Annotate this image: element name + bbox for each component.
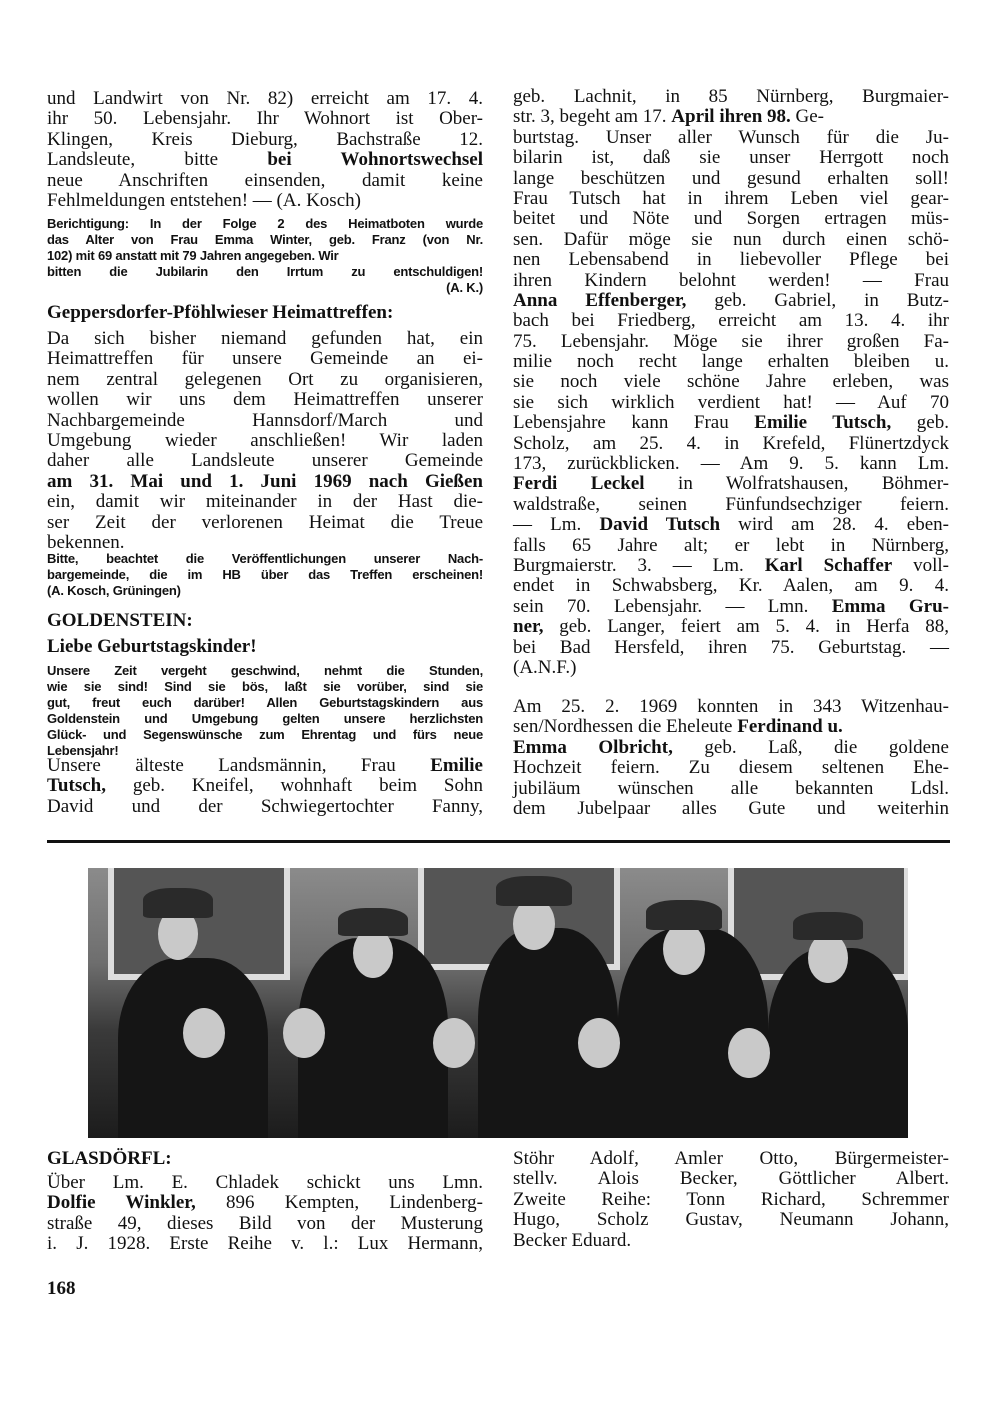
wedding-paragraph bbox=[513, 697, 949, 819]
text-line bbox=[47, 390, 483, 410]
text-segment: beitet und Nöte und Sorgen ertragen müs- bbox=[513, 208, 949, 230]
text-line bbox=[513, 250, 949, 270]
text-segment: gut, freut euch darüber! Allen Geburtstagskindern aus bbox=[47, 695, 483, 710]
text-segment: und Landwirt von Nr. 82) erreicht am 17. 4. bbox=[47, 88, 483, 109]
text-line bbox=[513, 434, 949, 454]
text-line bbox=[513, 474, 949, 494]
text-line bbox=[513, 495, 949, 515]
text-segment: Über Lm. E. Chladek schickt uns Lmn. bbox=[47, 1172, 483, 1193]
text-segment: bilarin ist, daß sie unser Herrgott noch bbox=[513, 147, 949, 169]
text-segment: voll- bbox=[892, 554, 949, 576]
text-line bbox=[47, 370, 483, 390]
text-line bbox=[47, 349, 483, 369]
text-segment: Unsere älteste Landsmännin, Frau bbox=[47, 755, 431, 776]
text-segment: neue Anschriften einsenden, damit keine bbox=[47, 169, 483, 191]
text-segment: nen Lebensabend in liebevoller Pflege bei bbox=[513, 249, 949, 271]
bold-name: bei Wohnortswechsel bbox=[267, 149, 483, 171]
text-line bbox=[47, 711, 483, 727]
text-segment: bekennen. bbox=[47, 531, 125, 553]
text-segment: (A. Kosch, Grüningen) bbox=[47, 583, 181, 598]
text-segment: geb. Gabriel, in Butz- bbox=[686, 289, 949, 311]
text-line bbox=[47, 567, 483, 583]
text-segment: straße 49, dieses Bild von der Musterung bbox=[47, 1212, 483, 1234]
text-line bbox=[47, 695, 483, 711]
text-segment: wollen wir uns dem Heimattreffen unserer bbox=[47, 389, 483, 411]
text-segment: wie sie sind! Sind sie bös, laßt sie vorüber, sind sie bbox=[47, 679, 483, 694]
text-segment: Glück- und Segenswünsche zum Ehrentag und fürs neue bbox=[47, 727, 483, 742]
correction-notice bbox=[47, 216, 483, 280]
glasdoerfl-heading: GLASDÖRFL: bbox=[47, 1148, 172, 1169]
text-line bbox=[513, 556, 949, 576]
text-line bbox=[47, 216, 483, 232]
text-segment: Frau Tutsch hat in ihrem Leben viel gear- bbox=[513, 187, 949, 209]
text-segment: endet in Schwabsberg, Kr. Aalen, am 9. 4. bbox=[513, 575, 949, 597]
text-line bbox=[513, 148, 949, 168]
text-line bbox=[513, 352, 949, 372]
bold-name: David Tutsch bbox=[599, 514, 721, 536]
text-segment: 75. Lebensjahr. Möge sie ihrer großen Fa- bbox=[513, 330, 949, 352]
text-segment: 896 Kempten, Lindenberg- bbox=[195, 1192, 483, 1214]
text-line bbox=[513, 1231, 949, 1251]
text-segment: Bitte, beachtet die Veröffentlichungen unserer Nach- bbox=[47, 551, 483, 566]
text-segment: (A.N.F.) bbox=[513, 656, 577, 678]
text-segment: das Alter von Frau Emma Winter, geb. Franz (von Nr. bbox=[47, 232, 483, 247]
text-segment: ihren Kindern belohnt werden! — Frau bbox=[513, 269, 949, 291]
photo-caption-left bbox=[47, 1173, 483, 1255]
bold-name: ner, bbox=[513, 616, 544, 638]
goldenstein-heading: GOLDENSTEIN: bbox=[47, 610, 193, 631]
text-line bbox=[513, 230, 949, 250]
geppersdorf-heading: Geppersdorfer-Pföhlwieser Heimattreffen: bbox=[47, 302, 394, 323]
text-line bbox=[47, 797, 483, 817]
text-line bbox=[47, 130, 483, 150]
text-line bbox=[47, 150, 483, 170]
text-line bbox=[47, 191, 483, 211]
text-segment: Hugo, Scholz Gustav, Neumann Johann, bbox=[513, 1209, 949, 1231]
text-segment: ein, damit wir miteinander in der Hast die- bbox=[47, 491, 483, 513]
text-line bbox=[513, 758, 949, 778]
text-segment: in Wolfratshausen, Böhmer- bbox=[644, 473, 949, 495]
geppersdorf-paragraph bbox=[47, 329, 483, 553]
text-segment: Zweite Reihe: Tonn Richard, Schremmer bbox=[513, 1188, 949, 1210]
text-line bbox=[47, 1173, 483, 1193]
text-line bbox=[513, 1190, 949, 1210]
text-line bbox=[47, 411, 483, 431]
text-line bbox=[513, 271, 949, 291]
text-line bbox=[513, 87, 949, 107]
text-line bbox=[47, 756, 483, 776]
text-segment: geb. Lachnit, in 85 Nürnberg, Burgmaier- bbox=[513, 86, 949, 107]
text-segment: Lebensjahr! bbox=[47, 743, 119, 758]
text-line bbox=[513, 372, 949, 392]
text-line bbox=[47, 1193, 483, 1213]
text-segment: 102) mit 69 anstatt mit bbox=[47, 248, 183, 263]
text-line bbox=[47, 727, 483, 743]
text-line bbox=[513, 717, 949, 737]
text-line bbox=[513, 779, 949, 799]
text-line bbox=[513, 799, 949, 819]
text-line bbox=[47, 551, 483, 567]
text-segment: Klingen, Kreis Dieburg, Bachstraße 12. bbox=[47, 128, 483, 150]
bold-name: Dolfie Winkler, bbox=[47, 1192, 196, 1214]
text-segment: jubiläum wünschen alle bekannten Ldsl. bbox=[513, 777, 949, 799]
text-segment: Da sich bisher niemand gefunden hat, ein bbox=[47, 328, 483, 349]
text-line bbox=[47, 663, 483, 679]
text-segment: bei Bad Hersfeld, ihren 75. Geburtstag. — bbox=[513, 636, 949, 658]
text-segment: waldstraße, seinen Fünfundsechziger feiern. bbox=[513, 493, 949, 515]
text-line bbox=[47, 492, 483, 512]
text-segment: Stöhr Adolf, Amler Otto, Bürgermeister- bbox=[513, 1148, 949, 1169]
text-line bbox=[513, 189, 949, 209]
text-segment: daher alle Landsleute unserer Gemeinde bbox=[47, 450, 483, 472]
text-segment: sen/Nordhessen die Eheleute bbox=[513, 716, 738, 738]
text-line bbox=[513, 1169, 949, 1189]
text-segment: i. J. 1928. Erste Reihe v. l.: Lux Hermann, bbox=[47, 1233, 483, 1255]
text-line bbox=[513, 697, 949, 717]
text-line bbox=[513, 617, 949, 637]
text-segment: 173, zurückblicken. — Am 9. 5. kann Lm. bbox=[513, 453, 949, 475]
text-segment: Am 25. 2. 1969 konnten in 343 Witzenhau- bbox=[513, 696, 949, 717]
text-line bbox=[47, 171, 483, 191]
text-segment: stellv. Alois Becker, Göttlicher Albert. bbox=[513, 1168, 949, 1190]
text-line bbox=[47, 232, 483, 248]
bold-name: Emma Olbricht, bbox=[513, 736, 673, 758]
text-segment: wird am 28. 4. eben- bbox=[720, 514, 949, 536]
text-segment: lange beschützen und gesund erhalten soll! bbox=[513, 167, 949, 189]
bold-name: am 31. Mai und 1. Juni 1969 nach Gießen bbox=[47, 470, 483, 492]
bold-name: Karl Schaffer bbox=[764, 554, 893, 576]
text-line bbox=[513, 638, 949, 658]
text-line bbox=[513, 413, 949, 433]
text-line bbox=[47, 451, 483, 471]
goldenstein-poem bbox=[47, 663, 483, 759]
text-segment: Unsere Zeit vergeht geschwind, nehmt die Stunden, bbox=[47, 663, 483, 678]
text-line bbox=[47, 431, 483, 451]
text-segment: geb. bbox=[891, 412, 949, 434]
text-line bbox=[47, 513, 483, 533]
text-line bbox=[513, 393, 949, 413]
text-segment: nem zentral gelegenen Ort zu organisieren, bbox=[47, 368, 483, 390]
group-photo bbox=[88, 868, 908, 1138]
text-segment: ihr 50. Lebensjahr. Ihr Wohnort ist Ober- bbox=[47, 108, 483, 130]
text-segment: Umgebung wieder anschließen! Wir laden bbox=[47, 429, 483, 451]
text-line bbox=[513, 128, 949, 148]
text-line bbox=[47, 1214, 483, 1234]
text-line bbox=[513, 332, 949, 352]
bold-name: Ferdinand u. bbox=[737, 716, 843, 738]
text-segment: sen. Dafür möge sie nun durch einen schö- bbox=[513, 228, 949, 250]
bold-name: Berichtigung: bbox=[47, 216, 129, 231]
text-line bbox=[513, 311, 949, 331]
text-segment: Burgmaierstr. 3. — Lm. bbox=[513, 554, 765, 576]
text-segment: Fehlmeldungen entstehen! — (A. Kosch) bbox=[47, 189, 361, 211]
photo-caption-right bbox=[513, 1149, 949, 1251]
text-segment: bach bei Friedberg, erreicht am 13. 4. ihr bbox=[513, 310, 949, 332]
text-segment: Hochzeit feiern. Zu diesem seltenen Ehe- bbox=[513, 757, 949, 779]
text-line bbox=[513, 576, 949, 596]
text-line bbox=[513, 209, 949, 229]
text-line bbox=[47, 329, 483, 349]
correction-signature: (A. K.) bbox=[446, 280, 483, 295]
bold-name: 79 Jahren bbox=[182, 248, 242, 263]
goldenstein-paragraph bbox=[47, 756, 483, 817]
text-segment: Heimattreffen für unsere Gemeinde an ei- bbox=[47, 348, 483, 370]
text-segment: bitten die Jubilarin den Irrtum zu entschuldigen! bbox=[47, 264, 483, 279]
bold-name: Anna Effenberger, bbox=[513, 289, 687, 311]
text-line bbox=[513, 515, 949, 535]
bold-name: Emilie Tutsch, bbox=[754, 412, 892, 434]
text-segment: Scholz, am 25. 4. in Krefeld, Flünertzdyck bbox=[513, 432, 949, 454]
bold-name: April ihren 98. bbox=[671, 106, 791, 128]
geppersdorf-note bbox=[47, 551, 483, 599]
text-line bbox=[47, 776, 483, 796]
text-segment: Nachbargemeinde Hannsdorf/March und bbox=[47, 409, 483, 431]
text-segment: — Lm. bbox=[513, 514, 600, 536]
text-line bbox=[513, 454, 949, 474]
text-segment: David und der Schwiegertochter Fanny, bbox=[47, 795, 483, 817]
bold-name: Ferdi Leckel bbox=[513, 473, 645, 495]
text-line bbox=[513, 597, 949, 617]
text-line bbox=[513, 107, 949, 127]
text-segment: sie noch viele schöne Jahre erleben, was bbox=[513, 371, 949, 393]
bold-name: Tutsch, bbox=[47, 775, 106, 797]
text-line bbox=[47, 472, 483, 492]
text-line bbox=[47, 583, 483, 599]
text-segment: Lebensjahre kann Frau bbox=[513, 412, 755, 434]
text-segment: geb. Langer, feiert am 5. 4. in Herfa 88, bbox=[543, 616, 949, 638]
intro-paragraph bbox=[47, 89, 483, 211]
text-line bbox=[47, 248, 483, 264]
text-line bbox=[513, 1149, 949, 1169]
text-segment: geb. Laß, die goldene bbox=[672, 736, 949, 758]
text-line bbox=[513, 169, 949, 189]
text-line bbox=[513, 536, 949, 556]
birthdays-paragraph bbox=[513, 87, 949, 678]
text-segment: Goldenstein und Umgebung gelten unsere herzlichsten bbox=[47, 711, 483, 726]
text-line bbox=[47, 1234, 483, 1254]
text-segment: Landsleute, bitte bbox=[47, 149, 268, 171]
text-segment: burtstag. Unser aller Wunsch für die Ju- bbox=[513, 126, 949, 148]
text-line bbox=[513, 291, 949, 311]
text-line bbox=[513, 738, 949, 758]
text-segment: sein 70. Lebensjahr. — Lmn. bbox=[513, 595, 832, 617]
text-segment: ser Zeit der verlorenen Heimat die Treue bbox=[47, 511, 483, 533]
section-divider bbox=[47, 840, 950, 843]
bold-name: Emilie bbox=[430, 755, 483, 776]
text-segment: Becker Eduard. bbox=[513, 1229, 632, 1251]
page-number: 168 bbox=[47, 1278, 76, 1299]
text-line bbox=[47, 109, 483, 129]
bold-name: Emma Gru- bbox=[831, 595, 949, 617]
text-segment: geb. Kneifel, wohnhaft beim Sohn bbox=[105, 775, 483, 797]
text-segment: str. 3, begeht am 17. bbox=[513, 106, 672, 128]
text-line bbox=[47, 679, 483, 695]
text-line bbox=[513, 658, 949, 678]
text-line bbox=[513, 1210, 949, 1230]
text-segment: Ge- bbox=[790, 106, 825, 128]
text-line bbox=[47, 89, 483, 109]
text-segment: In der Folge 2 des Heimatboten wurde bbox=[128, 216, 483, 231]
text-segment: angegeben. Wir bbox=[241, 248, 339, 263]
text-line bbox=[47, 264, 483, 280]
text-segment: falls 65 Jahre alt; er lebt in Nürnberg, bbox=[513, 534, 949, 556]
goldenstein-subheading: Liebe Geburtstagskinder! bbox=[47, 636, 257, 657]
text-segment: bargemeinde, die im HB über das Treffen erscheinen! bbox=[47, 567, 483, 582]
text-segment: sie sich wirklich verdient hat! — Auf 70 bbox=[513, 391, 949, 413]
text-segment: dem Jubelpaar alles Gute und weiterhin bbox=[513, 797, 949, 819]
text-segment: milie noch recht lange erhalten bleiben u. bbox=[513, 351, 949, 373]
